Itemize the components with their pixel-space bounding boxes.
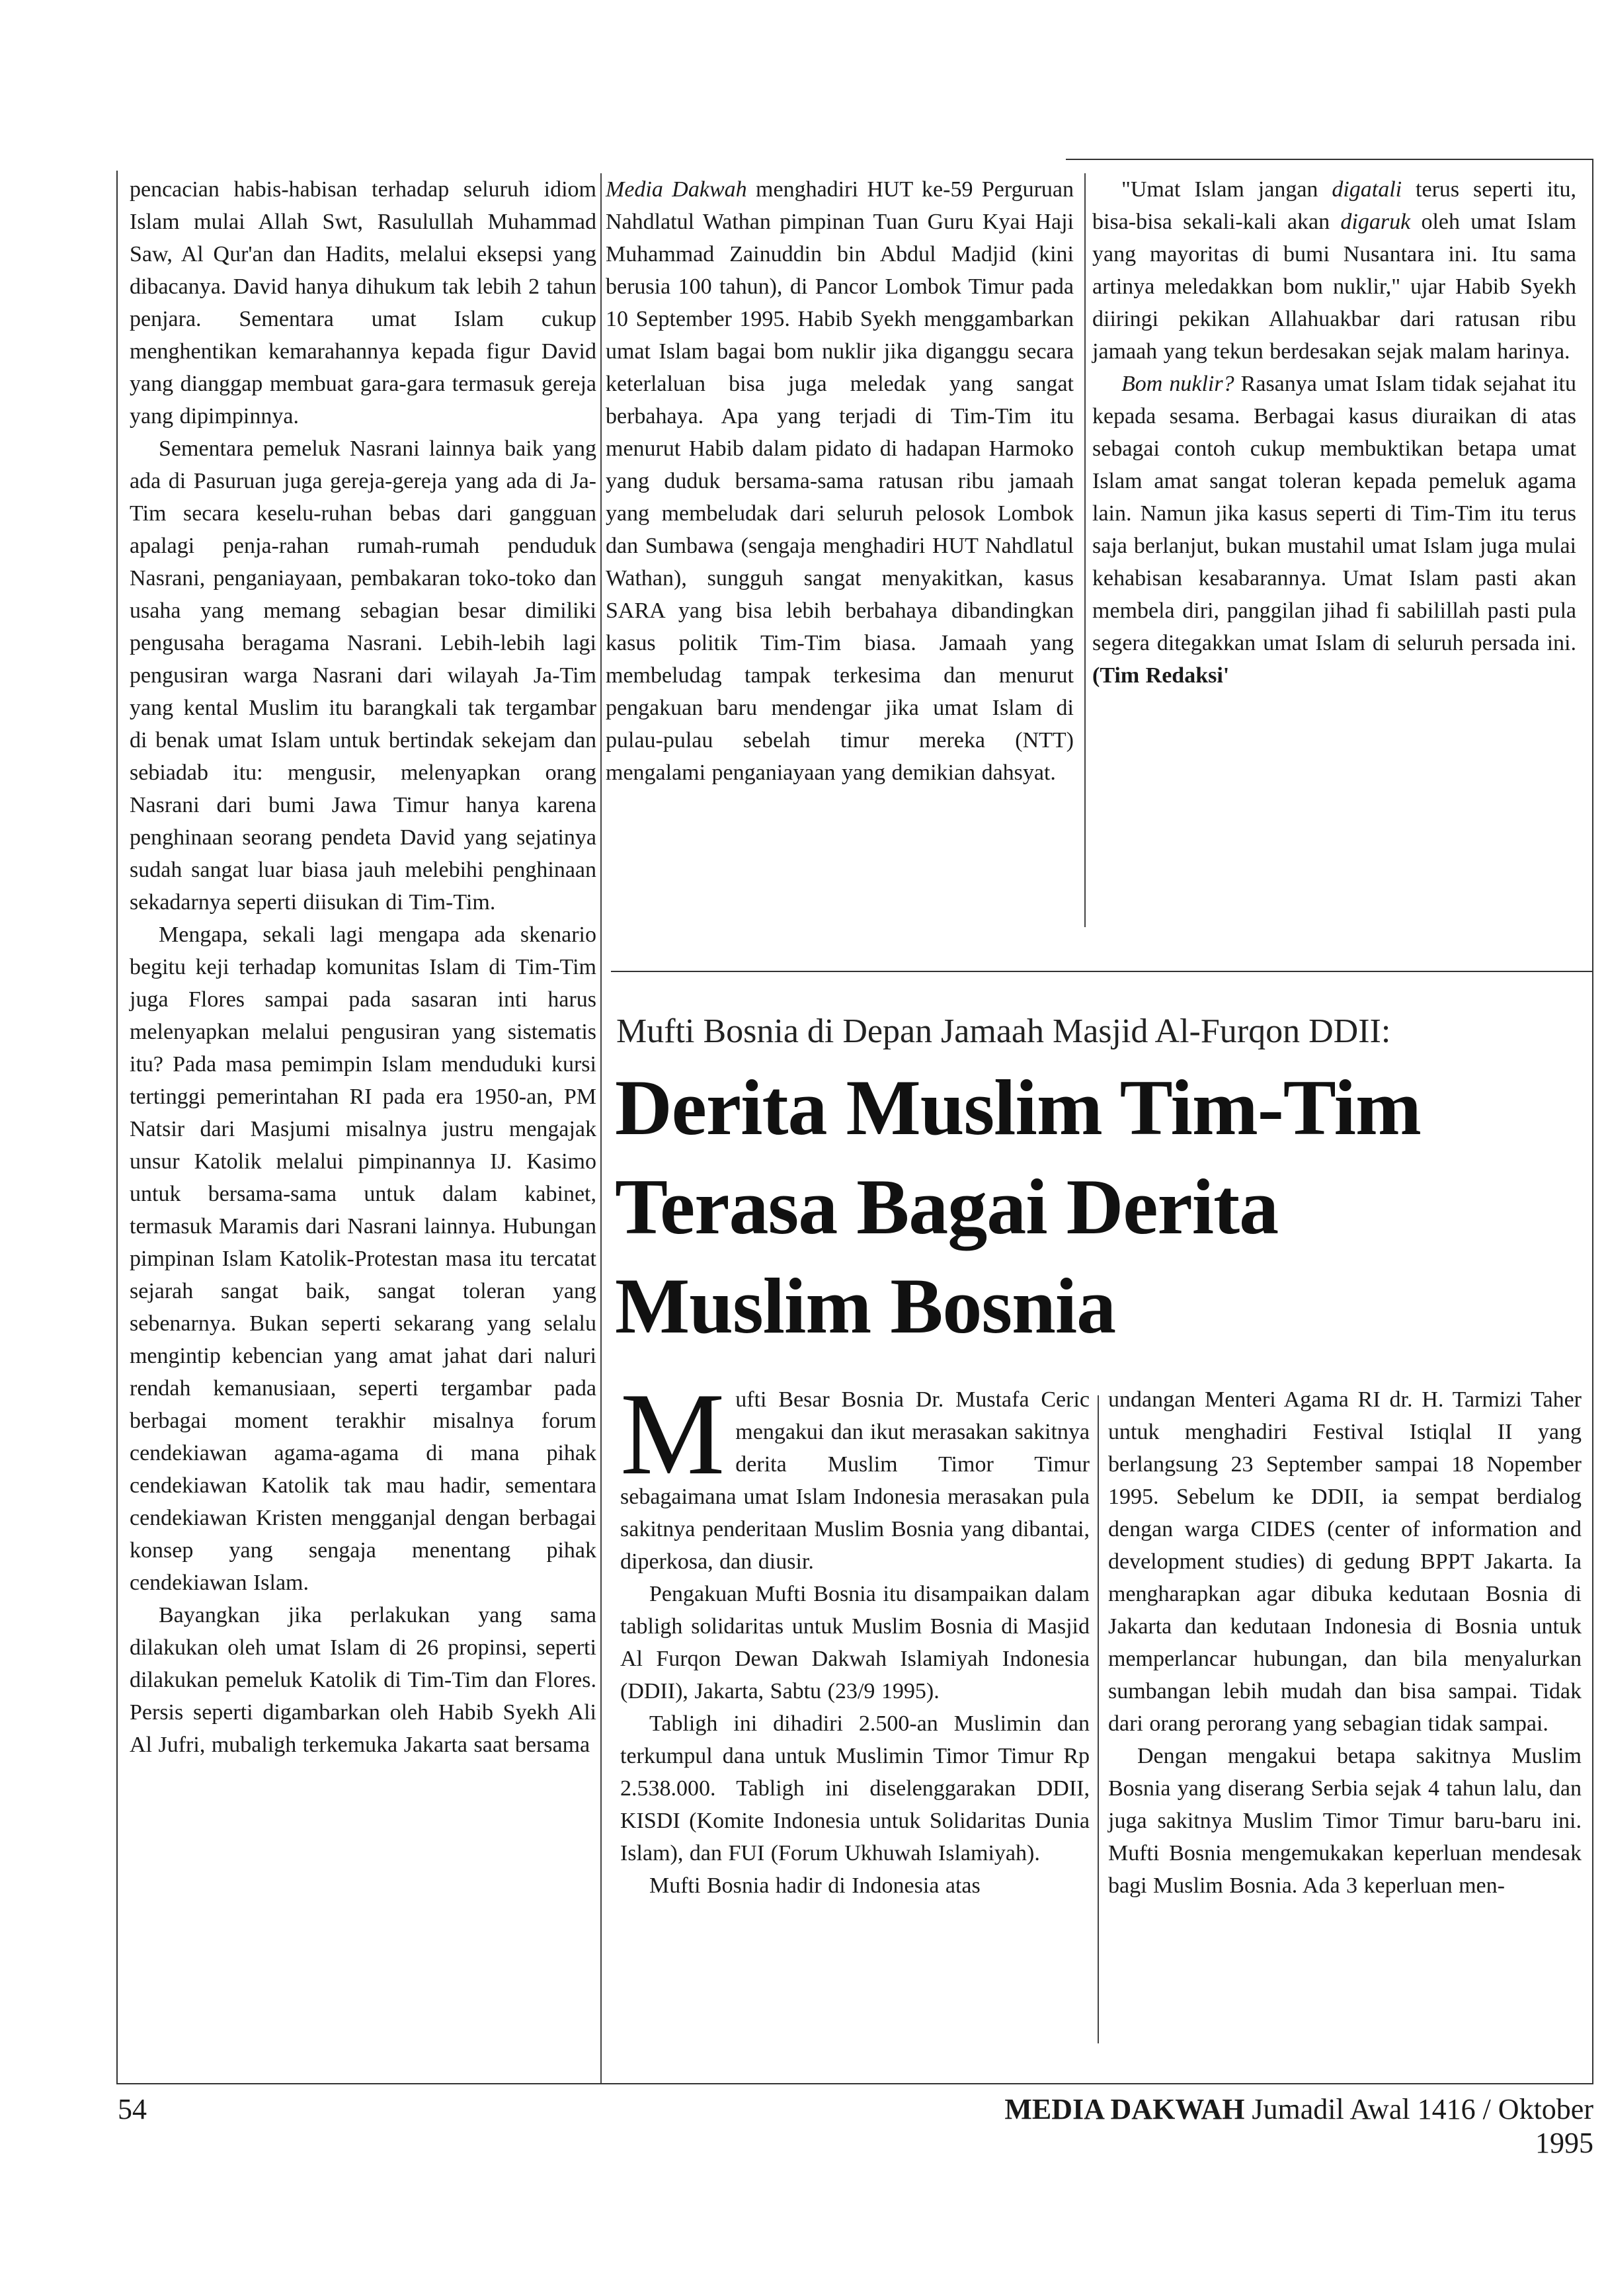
page-number: 54 [118, 2093, 147, 2125]
col-c-text-1c: oleh umat Islam yang mayoritas di bumi Nusantara ini. Itu sama artinya meledakkan bom nuklir," ujar Habib Syekh diiringi pekikan Allahuakbar dari ratusan ribu jamaah yang tekun berdesakan sejak malam harinya. [1092, 210, 1576, 364]
col-c-text-1a: "Umat Islam jangan [1121, 177, 1332, 202]
frame-left-rule [116, 171, 118, 2084]
article-separator-rule [611, 971, 1593, 972]
col-c-italic-3: Bom nuklir? [1121, 372, 1234, 396]
article-kicker: Mufti Bosnia di Depan Jamaah Masjid Al-Furqon DDII: [616, 1012, 1391, 1050]
column-c [1092, 173, 1576, 692]
frame-bottom-rule [116, 2083, 1593, 2084]
column-e [1108, 1383, 1582, 1902]
col-d-paragraph-2: Pengakuan Mufti Bosnia itu disampaikan dalam tabligh solidaritas untuk Muslim Bosnia di Masjid Al Furqon Dewan Dakwah Islamiyah Indonesia (DDII), Jakarta, Sabtu (23/9 1995). [620, 1582, 1090, 1703]
drop-cap: M [620, 1368, 725, 1499]
col-e-paragraph-2: Dengan mengakui betapa sakitnya Muslim Bosnia yang diserang Serbia sejak 4 tahun lalu, dan juga sakitnya Muslim Timor Timur baru-baru ini. Mufti Bosnia mengemukakan keperluan mendesak bagi Muslim Bosnia. Ada 3 keperluan men- [1108, 1744, 1582, 1898]
col-d-text-1: ufti Besar Bosnia Dr. Mustafa Ceric mengakui dan ikut merasakan sakitnya derita Muslim Timor Timur sebagaimana umat Islam Indonesia merasakan pula sakitnya penderitaan Muslim Bosnia yang dibantai, diperkosa, dan diusir. [620, 1387, 1090, 1574]
running-footer [981, 2092, 1593, 2160]
frame-top-rule [1066, 159, 1593, 160]
col-a-paragraph-2: Sementara pemeluk Nasrani lainnya baik yang ada di Pasuruan juga gereja-gereja yang ada di Ja-Tim secara keselu-ruhan bebas dari gangguan apalagi penja-rahan rumah-rumah penduduk Nasrani, penganiayaan, pembakaran toko-toko dan usaha yang memang sebagian besar dimiliki pengusaha beragama Nasrani. Lebih-lebih lagi pengusiran warga Nasrani dari wilayah Ja-Tim yang kental Muslim itu barangkali tak tergambar di benak umat Islam untuk bertindak sekejam dan sebiadab itu: mengusir, melenyapkan orang Nasrani dari bumi Jawa Timur hanya karena penghinaan seorang pendeta David yang sejatinya sudah sangat luar biasa jauh melebihi penghinaan sekadarnya seperti diisukan di Tim-Tim. [130, 436, 596, 915]
col-b-text: menghadiri HUT ke-59 Perguruan Nahdlatul Wathan pimpinan Tuan Guru Kyai Haji Muhammad Zainuddin bin Abdul Madjid (kini berusia 100 tahun), di Pancor Lombok Timur pada 10 September 1995. Habib Syekh menggambarkan umat Islam bagai bom nuklir jika diganggu secara keterlaluan bisa juga meledak yang sangat berbahaya. Apa yang terjadi di Tim-Tim itu menurut Habib dalam pidato di hadapan Harmoko yang duduk bersama-sama ratusan ribu jamaah yang membeludak dari seluruh pelosok Lombok dan Sumbawa (sengaja menghadiri HUT Nahdlatul Wathan), sungguh sangat menyakitkan, kasus SARA yang bisa lebih berbahaya dibandingkan kasus politik Tim-Tim biasa. Jamaah yang membeludag tampak terkesima dan menurut pengakuan baru mendengar jika umat Islam di pulau-pulau sebelah timur mereka (NTT) mengalami penganiayaan yang demikian dahsyat. [606, 177, 1074, 785]
column-b [606, 173, 1074, 789]
column-a [130, 173, 596, 1761]
issue-date: Jumadil Awal 1416 / Oktober 1995 [1244, 2093, 1593, 2159]
headline-line-1: Derita Muslim Tim-Tim [615, 1063, 1421, 1151]
col-a-paragraph-4: Bayangkan jika perlakukan yang sama dilakukan oleh umat Islam di 26 propinsi, seperti dilakukan pemeluk Katolik di Tim-Tim dan Flores. Persis seperti digambarkan oleh Habib Syekh Ali Al Jufri, mubaligh terkemuka Jakarta saat bersama [130, 1603, 596, 1757]
headline-line-3: Muslim Bosnia [615, 1262, 1116, 1350]
col-d-paragraph-4: Mufti Bosnia hadir di Indonesia atas [649, 1873, 981, 1898]
column-rule-3 [1098, 1395, 1099, 2043]
col-c-italic-1: digatali [1332, 177, 1402, 202]
col-c-italic-2: digaruk [1340, 210, 1411, 234]
headline-line-2: Terasa Bagai Derita [615, 1163, 1279, 1250]
col-c-paragraph-1 [1092, 173, 1576, 368]
col-b-italic-lead: Media Dakwah [606, 177, 747, 202]
frame-right-rule [1592, 159, 1593, 2083]
col-c-credit: (Tim Redaksi' [1092, 663, 1230, 688]
col-c-paragraph-2 [1092, 368, 1576, 692]
column-rule-2 [1084, 173, 1086, 927]
col-c-text-1b: terus seperti itu, bisa-bisa sekali-kali akan [1092, 177, 1576, 234]
col-a-paragraph-3: Mengapa, sekali lagi mengapa ada skenario begitu keji terhadap komunitas Islam di Tim-Tim juga Flores sampai pada sasaran inti harus melenyapkan melalui pengusiran yang sistematis itu? Pada masa pemimpin Islam menduduki kursi tertinggi pemerintahan RI pada era 1950-an, PM Natsir dari Masjumi misalnya justru mengajak unsur Katolik melalui pimpinannya IJ. Kasimo untuk bersama-sama untuk dalam kabinet, termasuk Maramis dari Nasrani lainnya. Hubungan pimpinan Islam Katolik-Protestan masa itu tercatat sejarah sangat baik, sangat toleran yang sebenarnya. Bukan seperti sekarang yang selalu mengintip kebencian yang amat jahat dari naluri rendah kemanusiaan, seperti tergambar pada berbagai moment terakhir misalnya forum cendekiawan agama-agama di mana pihak cendekiawan Katolik tak mau hadir, sementara cendekiawan Kristen mengganjal dengan berbagai konsep yang sengaja menentang pihak cendekiawan Islam. [130, 922, 596, 1595]
article-headline [615, 1058, 1580, 1356]
column-d [620, 1368, 1090, 1902]
col-c-text-2: Rasanya umat Islam tidak sejahat itu kepada sesama. Berbagai kasus diuraikan di atas sebagai contoh cukup membuktikan betapa umat Islam amat sangat toleran kepada pemeluk agama lain. Namun jika kasus seperti di Tim-Tim itu terus saja berlanjut, bukan mustahil umat Islam juga mulai kehabisan kesabarannya. Umat Islam pasti akan membela diri, panggilan jihad fi sabilillah pasti pula segera ditegakkan umat Islam di seluruh persada ini. [1092, 372, 1576, 655]
col-d-paragraph-1 [620, 1368, 1090, 1578]
col-a-paragraph-1: pencacian habis-habisan terhadap seluruh idiom Islam mulai Allah Swt, Rasulullah Muhammad Saw, Al Qur'an dan Hadits, melalui eksepsi yang dibacanya. David hanya dihukum tak lebih 2 tahun penjara. Sementara umat Islam cukup menghentikan kemarahannya kepada figur David yang dianggap membuat gara-gara termasuk gereja yang dipimpinnya. [130, 177, 596, 429]
column-rule-1 [600, 173, 602, 2083]
col-d-paragraph-3: Tabligh ini dihadiri 2.500-an Muslimin dan terkumpul dana untuk Muslimin Timor Timur Rp 2.538.000. Tabligh ini diselenggarakan DDII, KISDI (Komite Indonesia untuk Solidaritas Dunia Islam), dan FUI (Forum Ukhuwah Islamiyah). [620, 1711, 1090, 1866]
magazine-name: MEDIA DAKWAH [1004, 2093, 1245, 2125]
col-b-paragraph [606, 173, 1074, 789]
col-e-paragraph-1: undangan Menteri Agama RI dr. H. Tarmizi Taher untuk menghadiri Festival Istiqlal II yang berlangsung 23 September sampai 18 Nopember 1995. Sebelum ke DDII, ia sempat berdialog dengan warga CIDES (center of information and development studies) di gedung BPPT Jakarta. Ia mengharapkan agar dibuka kedutaan Bosnia di Jakarta dan kedutaan Indonesia di Bosnia untuk memperlancar hubungan, dan bila menyalurkan sumbangan lebih mudah dan bisa sampai. Tidak dari orang perorang yang sebagian tidak sampai. [1108, 1387, 1582, 1736]
